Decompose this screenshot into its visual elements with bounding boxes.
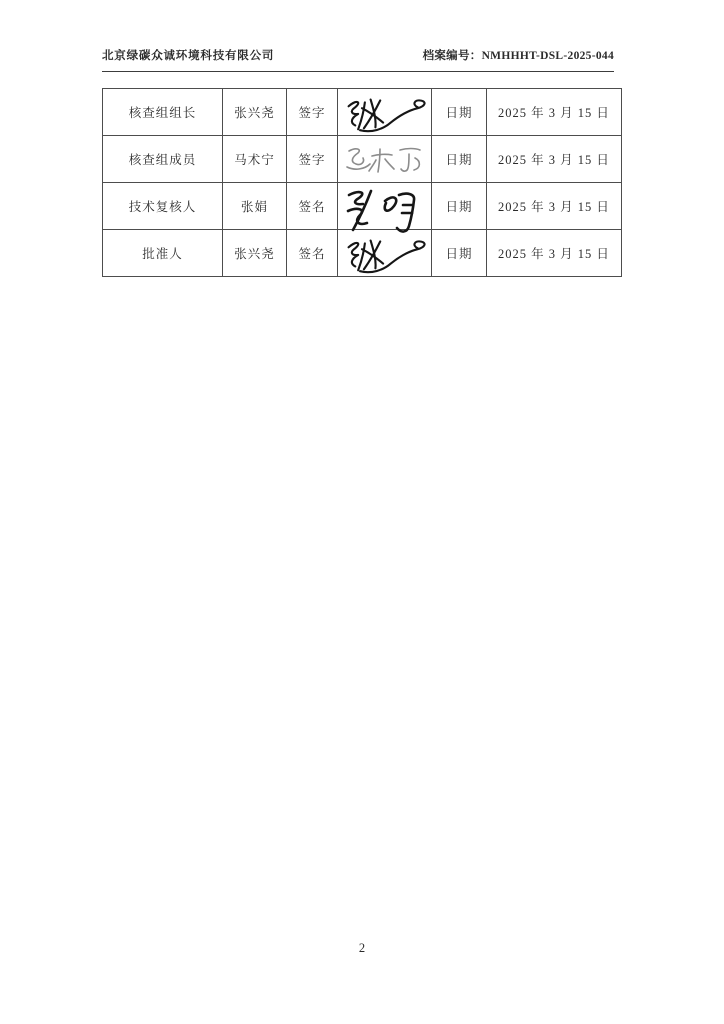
role-cell: 批准人: [103, 230, 223, 277]
role-cell: 核查组成员: [103, 136, 223, 183]
signature-mashuning-icon: [343, 142, 427, 176]
file-number-value: NMHHHT-DSL-2025-044: [481, 50, 614, 62]
signature-zhangxingyao-icon: [339, 233, 431, 273]
signature-cell: [338, 183, 432, 230]
signature-handwriting: [338, 136, 431, 182]
name-cell: 张娟: [223, 183, 287, 230]
sign-label-cell: 签字: [287, 89, 338, 136]
role-cell: 技术复核人: [103, 183, 223, 230]
file-number-label: 档案编号：: [422, 50, 482, 62]
table-row: [103, 89, 622, 136]
date-cell: 2025 年 3 月 15 日: [487, 89, 622, 136]
file-number: [423, 48, 614, 65]
sign-label-cell: 签名: [287, 230, 338, 277]
page-number: 2: [358, 941, 366, 955]
signature-cell: [338, 136, 432, 183]
name-cell: 马术宁: [223, 136, 287, 183]
table-row: [103, 136, 622, 183]
signature-cell: [338, 89, 432, 136]
table-row: [103, 183, 622, 230]
date-cell: 2025 年 3 月 15 日: [487, 183, 622, 230]
date-label-cell: 日期: [432, 230, 487, 277]
signature-handwriting: [338, 183, 431, 229]
date-label-cell: 日期: [432, 89, 487, 136]
company-name: 北京绿碳众诚环境科技有限公司: [102, 50, 275, 62]
name-cell: 张兴尧: [223, 89, 287, 136]
signoff-table: [102, 88, 622, 277]
signature-cell: [338, 230, 432, 277]
sign-label-cell: 签名: [287, 183, 338, 230]
signature-handwriting: [338, 89, 431, 135]
name-cell: 张兴尧: [223, 230, 287, 277]
sign-label-cell: 签字: [287, 136, 338, 183]
signature-handwriting: [338, 230, 431, 276]
date-cell: 2025 年 3 月 15 日: [487, 230, 622, 277]
date-cell: 2025 年 3 月 15 日: [487, 136, 622, 183]
role-cell: 核查组组长: [103, 89, 223, 136]
table-row: [103, 230, 622, 277]
signature-zhangxingyao-icon: [339, 92, 431, 132]
page-header: [102, 48, 614, 72]
date-label-cell: 日期: [432, 183, 487, 230]
date-label-cell: 日期: [432, 136, 487, 183]
